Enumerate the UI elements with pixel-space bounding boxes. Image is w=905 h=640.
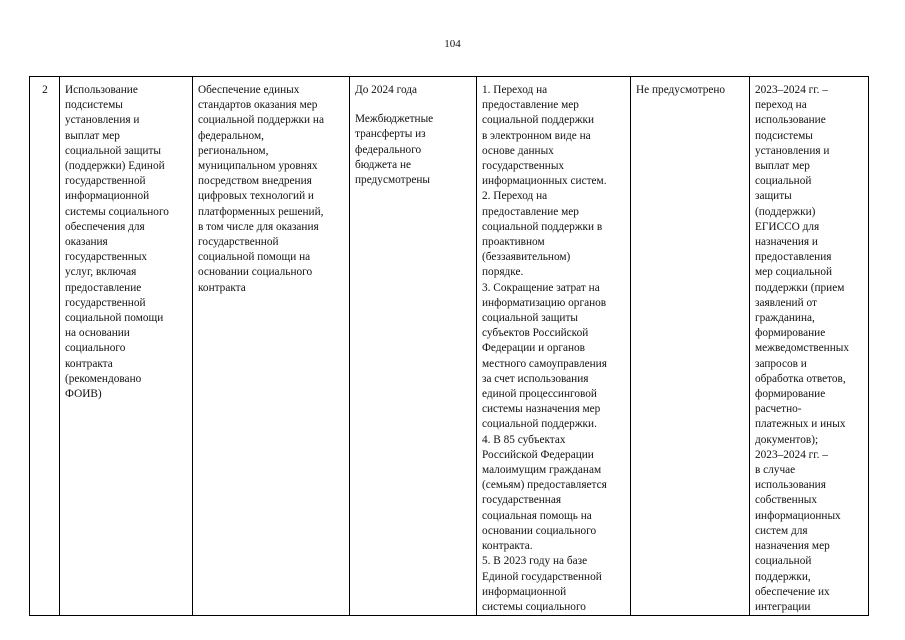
text-line: переход на [755, 99, 807, 112]
text-line: запросов и [755, 357, 807, 370]
text-line: Российской Федерации [482, 448, 594, 461]
text-line: информационной [65, 190, 150, 203]
text-line: информационных систем. [482, 175, 607, 188]
text-line: использование [755, 114, 826, 127]
text-line: предоставления [755, 251, 832, 264]
text-line: трансферты из [355, 128, 426, 141]
text-line: государственной [65, 175, 146, 188]
text-line: федеральном, [198, 129, 264, 142]
text-line: контракта [65, 357, 113, 370]
text-line: социальной защиты [65, 144, 161, 157]
text-line: государственных [65, 251, 148, 264]
text-line: межведомственных [755, 342, 849, 355]
text-line: (рекомендовано [65, 372, 142, 385]
text-line: защиты [755, 190, 792, 203]
text-line: социальная помощь на [482, 509, 592, 522]
text-line: социальной поддержки на [198, 114, 324, 127]
text-line: предоставление мер [482, 99, 579, 112]
text-line: Федерации и органов [482, 342, 586, 355]
text-line: малоимущим гражданам [482, 464, 602, 477]
implementation-plan-cell [750, 77, 869, 616]
text-line: в электронном виде на [482, 129, 591, 142]
text-line: интеграции [755, 600, 811, 613]
text-line: на основании [65, 327, 130, 340]
text-line: установления и [755, 144, 830, 157]
text-line: оказания [65, 236, 108, 249]
text-line: социальной поддержки. [482, 418, 597, 431]
text-line: информационной [482, 585, 567, 598]
text-line: основе данных [482, 144, 554, 157]
text-line: документов); [755, 433, 819, 446]
text-line: предусмотрены [355, 174, 430, 187]
term-text [355, 83, 472, 98]
text-line: платформенных решений, [198, 205, 324, 218]
text-line: контракта. [482, 540, 533, 553]
text-line: за счет использования [482, 372, 589, 385]
text-line: расчетно- [755, 403, 802, 416]
text-line: государственной [198, 236, 279, 249]
text-line: поддержки, [755, 570, 811, 583]
text-line: заявлений от [755, 296, 817, 309]
text-line: платежных и иных [755, 418, 846, 431]
text-line: региональном, [198, 144, 269, 157]
text-line: в том числе для оказания [198, 220, 319, 233]
legal-acts-cell [631, 77, 750, 616]
measures-table [29, 76, 869, 616]
text-line: цифровых технологий и [198, 190, 314, 203]
text-line: федерального [355, 143, 422, 156]
table-row [30, 77, 869, 616]
text-line: Межбюджетные [355, 113, 434, 126]
text-line: стандартов оказания мер [198, 99, 318, 112]
text-line: Обеспечение единых [198, 84, 300, 96]
text-line: бюджета не [355, 158, 412, 171]
measure-goal-cell [193, 77, 350, 616]
text-line: обработка ответов, [755, 372, 846, 385]
text-line: (беззаявительном) [482, 251, 571, 264]
text-line: подсистемы [65, 99, 123, 112]
text-line: проактивном [482, 236, 545, 249]
text-line: 2023–2024 гг. – [755, 448, 828, 461]
text-line: услуг, включая [65, 266, 137, 279]
text-line: посредством внедрения [198, 175, 312, 188]
text-line: местного самоуправления [482, 357, 607, 370]
text-line: 2023–2024 гг. – [755, 84, 828, 96]
text-line: выплат мер [755, 160, 810, 173]
text-line: основании социального [198, 266, 313, 279]
text-line: социального [65, 342, 126, 355]
text-line: установления и [65, 114, 140, 127]
text-line: контракта [198, 281, 246, 294]
text-line: государственных [482, 160, 565, 173]
text-line: субъектов Российской [482, 327, 589, 340]
text-line: мер социальной [755, 266, 833, 279]
text-line: гражданина, [755, 312, 815, 325]
text-line: Использование [65, 84, 138, 96]
text-line: поддержки (прием [755, 281, 845, 294]
text-line: информатизацию органов [482, 296, 607, 309]
measure-name-cell [60, 77, 193, 616]
text-line: выплат мер [65, 129, 120, 142]
text-line: социальной помощи [65, 312, 164, 325]
text-line: (семьям) предоставляется [482, 479, 607, 492]
text-line: единой процессинговой [482, 388, 597, 401]
text-line: 2. Переход на [482, 190, 548, 203]
text-line: назначения мер [755, 540, 830, 553]
text-line: собственных [755, 494, 817, 507]
text-line: системы социального [482, 600, 586, 613]
text-line: социальной [755, 175, 812, 188]
text-line: системы социального [65, 205, 169, 218]
text-line: Не предусмотрено [636, 84, 726, 96]
text-line: До 2024 года [355, 84, 418, 96]
text-line: социальной защиты [482, 312, 578, 325]
text-line: социальной [755, 555, 812, 568]
text-line: обеспечение их [755, 585, 830, 598]
text-line: социальной поддержки [482, 114, 595, 127]
text-line: использования [755, 479, 826, 492]
text-line: предоставление мер [482, 205, 579, 218]
text-line: Единой государственной [482, 570, 602, 583]
text-line: 3. Сокращение затрат на [482, 281, 600, 294]
text-line: порядке. [482, 266, 524, 279]
text-line: в случае [755, 464, 796, 477]
text-line: социальной помощи на [198, 251, 311, 264]
text-line: системы назначения мер [482, 403, 601, 416]
text-line: государственной [65, 296, 146, 309]
text-line: государственная [482, 494, 562, 507]
page-number: 104 [444, 38, 461, 50]
text-line: формирование [755, 327, 826, 340]
row-number: 2 [42, 84, 48, 96]
text-line: 4. В 85 субъектах [482, 433, 566, 446]
text-line: назначения и [755, 236, 818, 249]
text-line: систем для [755, 524, 808, 537]
text-line: обеспечения для [65, 220, 145, 233]
text-line: (поддержки) Единой [65, 160, 165, 173]
text-line: информационных [755, 509, 841, 522]
term-funding-cell [350, 77, 477, 616]
text-line: подсистемы [755, 129, 813, 142]
text-line: 1. Переход на [482, 84, 548, 96]
text-line: муниципальном уровнях [198, 160, 318, 173]
text-line: ФОИВ) [65, 388, 102, 401]
text-line: предоставление [65, 281, 142, 294]
text-line: формирование [755, 388, 826, 401]
text-line: 5. В 2023 году на базе [482, 555, 588, 568]
funding-text [355, 112, 472, 188]
text-line: основании социального [482, 524, 597, 537]
text-line: (поддержки) [755, 205, 816, 218]
expected-results-cell [477, 77, 631, 616]
row-number-cell [30, 77, 60, 616]
text-line: ЕГИССО для [755, 220, 820, 233]
text-line: социальной поддержки в [482, 220, 603, 233]
